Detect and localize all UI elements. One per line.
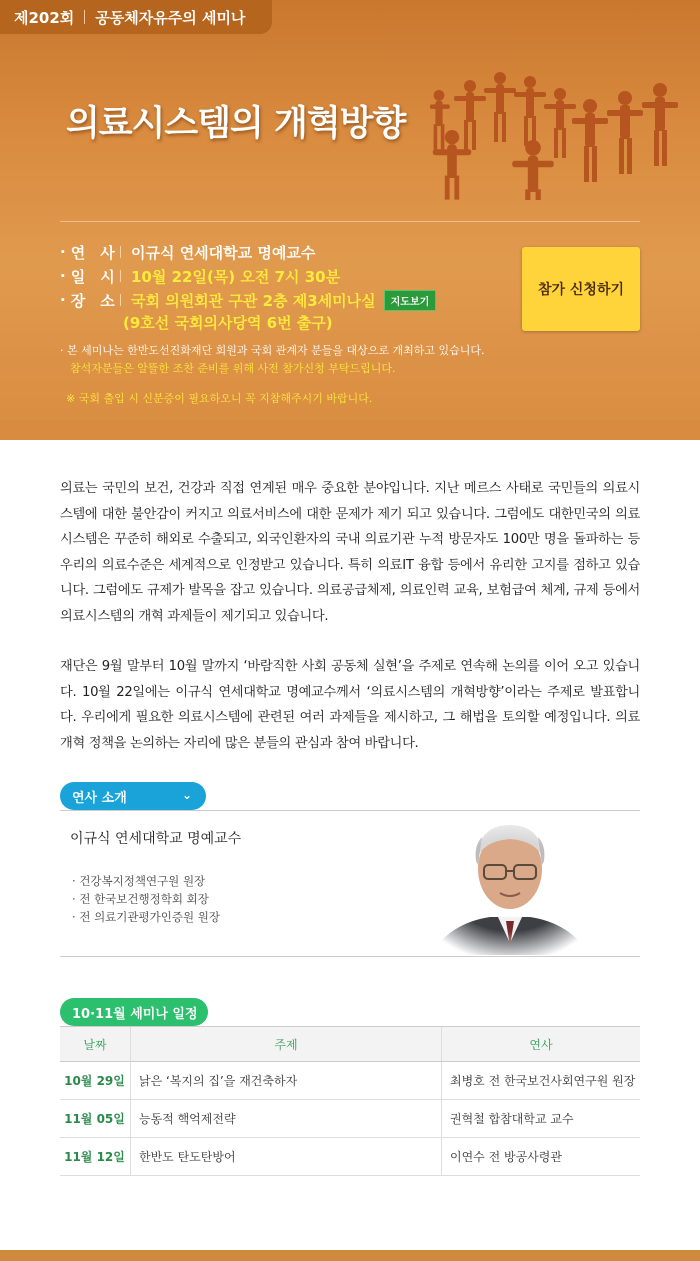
attendance-note [60,342,530,378]
description-paragraph-1: 의료는 국민의 보건, 건강과 직접 연계된 매우 중요한 분야입니다. 지난 메르스 사태로 국민들의 의료시스템에 대한 불안감이 커지고 의료서비스에 대한 문제가 제기 되고 있습니다. 그럼에도 대한민국의 의료 시스템은 꾸준히 해외로 수출되고, 외국인환자의 국내 의료기관 누적 방문자도 100만 명을 돌파하는 등 우리의 의료수준은 세계적으로 인정받고 있습니다. 특히 의료IT 융합 등에서 유리한 고지를 점하고 있습니다. 그럼에도 규제가 발목을 잡고 있습니다. 의료공급체제, 의료인력 교육, 보험급여 체계, 규제 등에서 의료시스템의 개혁 과제들이 제기되고 있습니다. [60,481,640,624]
header-zigzag-edge [0,420,700,442]
row-speaker: 권혁철 합참대학교 교수 [442,1100,641,1138]
label-divider [120,270,121,282]
date-value: 10월 22일(목) 오전 7시 30분 [131,267,341,286]
place-value: 국회 의원회관 구관 2층 제3세미나실 [131,291,376,310]
column-header-date: 날짜 [60,1027,131,1062]
speaker-bottom-divider [60,956,640,957]
table-row [60,1100,640,1138]
date-label: · 일 시 [60,266,120,287]
seminar-badge [0,0,272,34]
row-date: 11월 05일 [60,1100,131,1138]
schedule-header-row [60,1027,640,1062]
row-speaker: 이연수 전 방공사령관 [442,1138,641,1176]
schedule-table [60,1026,640,1176]
row-topic: 한반도 탄도탄방어 [131,1138,442,1176]
speaker-top-divider [60,810,640,811]
date-row [60,264,530,288]
place-value-2: (9호선 국회의사당역 6번 출구) [123,314,333,332]
apply-button[interactable]: 참가 신청하기 [522,247,640,331]
note-line-2: 참석자분들은 알뜰한 조찬 준비를 위해 사전 참가신청 부탁드립니다. [70,362,396,375]
column-header-topic: 주제 [131,1027,442,1062]
career-item: · 전 의료기관평가인증원 원장 [72,908,220,926]
column-header-speaker: 연사 [442,1027,641,1062]
speaker-label: · 연 사 [60,242,120,263]
note-line-1: · 본 세미나는 한반도선진화재단 회원과 국회 관계자 분들을 대상으로 개최하고 있습니다. [60,344,485,357]
place-row [60,288,530,312]
header-divider [60,221,640,222]
speaker-value: 이규식 연세대학교 명예교수 [131,243,316,262]
label-divider [120,294,121,306]
badge-divider [84,10,85,24]
schedule-section-tab [60,998,208,1026]
page-title: 의료시스템의 개혁방향 [66,104,406,144]
speaker-career-list [72,872,220,926]
speaker-section-label: 연사 소개 [72,790,127,806]
badge-number: 제202회 [14,8,75,27]
label-divider [120,246,121,258]
speaker-name: 이규식 연세대학교 명예교수 [70,831,242,847]
row-speaker: 최병호 전 한국보건사회연구원 원장 [442,1062,641,1100]
row-date: 10월 29일 [60,1062,131,1100]
footer-bar [0,1250,700,1261]
description-paragraph-2: 재단은 9월 말부터 10월 말까지 ‘바람직한 사회 공동체 실현’을 주제로 연속해 논의를 이어 오고 있습니다. 10월 22일에는 이규식 연세대학교 명예교수께서 ‘의료시스템의 개혁방향’이라는 주제로 발표합니다. 우리에게 필요한 의료시스템에 관련된 여러 과제들을 제시하고, 그 해법을 토의할 예정입니다. 의료개혁 정책을 논의하는 자리에 많은 분들의 관심과 참여 바랍니다. [60,659,640,751]
header-banner [0,0,700,440]
career-item: · 전 한국보건행정학회 회장 [72,890,220,908]
table-row [60,1138,640,1176]
career-item: · 건강복지정책연구원 원장 [72,872,220,890]
people-chain-illustration [420,70,690,200]
id-notice: ※ 국회 출입 시 신분증이 필요하오니 꼭 지참해주시기 바랍니다. [66,392,373,405]
speaker-section-tab[interactable] [60,782,206,810]
speaker-portrait [420,815,600,955]
row-topic: 낡은 ‘복지의 집’을 재건축하자 [131,1062,442,1100]
place-label: · 장 소 [60,290,120,311]
map-button[interactable]: 지도보기 [384,290,437,311]
table-row [60,1062,640,1100]
seminar-info [60,240,530,406]
seminar-description [60,476,640,781]
chevron-down-icon: ⌄ [181,788,192,802]
badge-series: 공동체자유주의 세미나 [95,8,246,27]
schedule-section-label: 10·11월 세미나 일정 [72,1006,198,1022]
row-date: 11월 12일 [60,1138,131,1176]
row-topic: 능동적 핵억제전략 [131,1100,442,1138]
speaker-row [60,240,530,264]
